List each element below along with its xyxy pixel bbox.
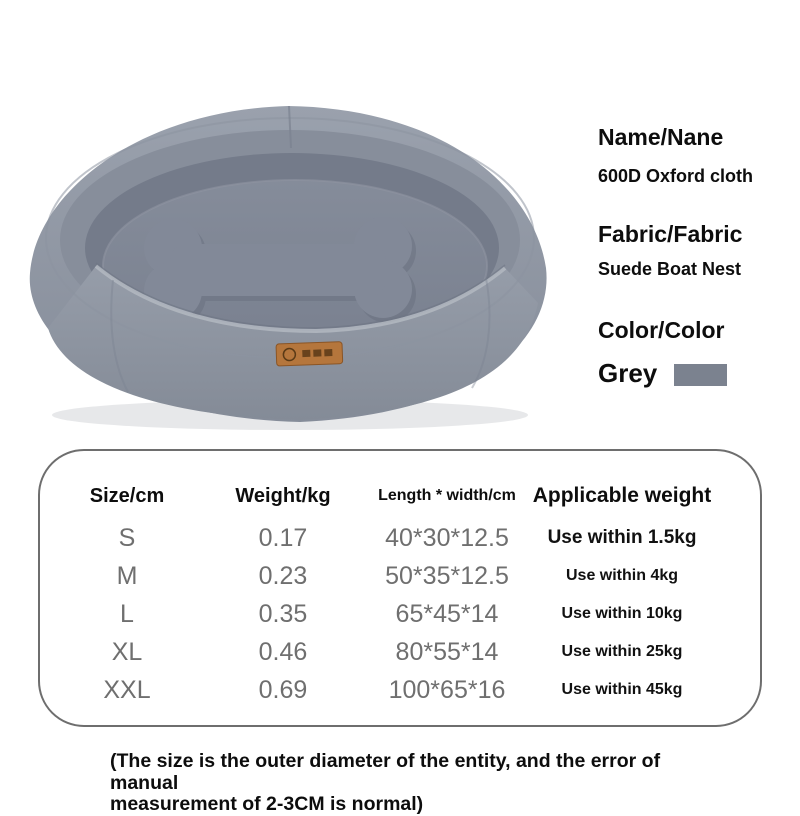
spec-name-value: 600D Oxford cloth — [598, 166, 754, 186]
spec-fabric-value: Suede Boat Nest — [598, 259, 742, 279]
cell-applicable: Use within 1.5kg — [547, 527, 697, 548]
product-photo — [18, 98, 563, 433]
size-disclaimer-line2: measurement of 2-3CM is normal) — [110, 793, 424, 815]
size-table — [38, 449, 762, 727]
cell-size: S — [118, 523, 136, 552]
cell-dimensions: 100*65*16 — [388, 675, 506, 704]
cell-weight: 0.17 — [258, 523, 308, 552]
cell-dimensions: 65*45*14 — [395, 599, 499, 628]
cell-weight: 0.69 — [258, 675, 308, 704]
cell-size: L — [120, 599, 134, 628]
spec-color-label: Color/Color — [598, 317, 725, 343]
cell-weight: 0.35 — [258, 599, 308, 628]
spec-color-value: Grey — [598, 358, 658, 388]
spec-name-label: Name/Nane — [598, 124, 724, 150]
cell-applicable: Use within 45kg — [561, 681, 683, 698]
cell-dimensions: 40*30*12.5 — [385, 523, 509, 552]
cell-weight: 0.46 — [258, 637, 308, 666]
cell-applicable: Use within 25kg — [561, 643, 683, 660]
color-swatch — [674, 364, 727, 386]
cell-size: M — [116, 561, 138, 590]
header-dimensions: Length * width/cm — [378, 487, 516, 504]
header-size: Size/cm — [89, 484, 165, 507]
size-disclaimer — [110, 751, 720, 816]
spec-color-row — [598, 358, 727, 389]
header-weight: Weight/kg — [235, 484, 331, 507]
cell-applicable: Use within 10kg — [561, 605, 683, 622]
cell-dimensions: 50*35*12.5 — [385, 561, 509, 590]
cell-size: XL — [111, 637, 143, 666]
header-applicable: Applicable weight — [532, 484, 712, 507]
cell-weight: 0.23 — [258, 561, 308, 590]
cell-applicable: Use within 4kg — [565, 567, 679, 584]
cell-size: XXL — [103, 675, 151, 704]
cell-dimensions: 80*55*14 — [395, 637, 499, 666]
brand-tag — [276, 342, 343, 366]
spec-fabric-label: Fabric/Fabric — [598, 221, 743, 247]
size-disclaimer-line1: (The size is the outer diameter of the entity, and the error of manual — [110, 750, 661, 794]
